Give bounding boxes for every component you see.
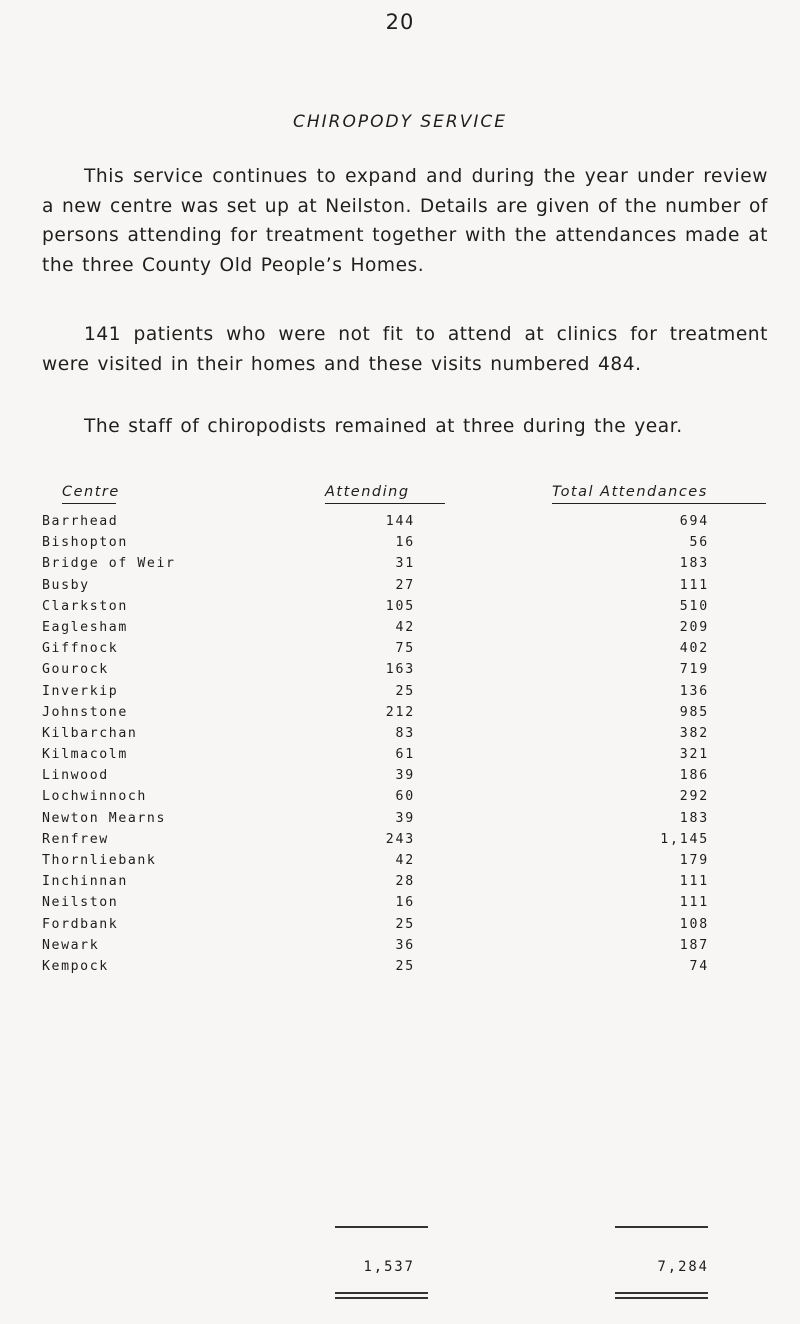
cell-centre: Barrhead xyxy=(42,514,119,529)
table-row xyxy=(0,917,800,938)
cell-total-attendances: 108 xyxy=(679,916,709,932)
cell-attending: 83 xyxy=(395,725,415,741)
cell-attending: 212 xyxy=(385,704,415,720)
cell-total-attendances: 183 xyxy=(679,810,709,826)
cell-centre: Thornliebank xyxy=(42,853,157,868)
table-row xyxy=(0,768,800,789)
cell-attending: 42 xyxy=(395,619,415,635)
cell-centre: Newark xyxy=(42,937,100,953)
table-row xyxy=(0,662,800,683)
sum-rule-attending xyxy=(335,1226,428,1228)
paragraph-home-visits xyxy=(42,320,768,379)
table-row xyxy=(0,959,800,980)
cell-attending: 36 xyxy=(395,937,415,953)
paragraph-intro-text: This service continues to expand and during the year under review a new centre was set up at Neilston. Details are given of the number of persons attending for treatment together with the attendances made at the three County Old People’s Homes. xyxy=(42,166,768,276)
cell-centre: Bridge of Weir xyxy=(42,556,176,572)
cell-total-attendances: 694 xyxy=(679,514,709,529)
cell-centre: Inchinnan xyxy=(42,874,128,890)
table-row xyxy=(0,874,800,895)
table-row xyxy=(0,811,800,832)
cell-total-attendances: 209 xyxy=(679,619,709,635)
paragraph-staff xyxy=(42,412,768,442)
column-header-attending: Attending xyxy=(325,484,410,500)
cell-centre: Johnstone xyxy=(42,704,128,720)
cell-centre: Eaglesham xyxy=(42,619,128,635)
table-row xyxy=(0,705,800,726)
cell-attending: 105 xyxy=(385,598,415,614)
cell-total-attendances: 56 xyxy=(689,535,709,551)
paragraph-intro xyxy=(42,162,768,280)
total-attending: 1,537 xyxy=(363,1259,415,1275)
table-row xyxy=(0,620,800,641)
page-title: CHIROPODY SERVICE xyxy=(293,112,507,132)
table-row xyxy=(0,938,800,959)
table-row xyxy=(0,832,800,853)
cell-total-attendances: 186 xyxy=(679,768,709,784)
cell-total-attendances: 187 xyxy=(679,937,709,953)
cell-total-attendances: 183 xyxy=(679,556,709,572)
cell-attending: 144 xyxy=(385,514,415,529)
cell-centre: Linwood xyxy=(42,768,109,784)
cell-centre: Renfrew xyxy=(42,831,109,847)
cell-attending: 42 xyxy=(395,853,415,868)
cell-centre: Kilbarchan xyxy=(42,725,138,741)
double-rule-total-1 xyxy=(615,1292,708,1294)
cell-attending: 163 xyxy=(385,662,415,678)
cell-total-attendances: 382 xyxy=(679,725,709,741)
cell-centre: Kempock xyxy=(42,958,109,974)
table-row xyxy=(0,535,800,556)
table-row xyxy=(0,747,800,768)
table-row xyxy=(0,578,800,599)
attendance-table xyxy=(0,514,800,980)
header-underline-attending xyxy=(325,503,445,504)
cell-centre: Clarkston xyxy=(42,598,128,614)
cell-total-attendances: 74 xyxy=(689,958,709,974)
cell-attending: 25 xyxy=(395,916,415,932)
cell-attending: 243 xyxy=(385,831,415,847)
cell-total-attendances: 111 xyxy=(679,895,709,911)
table-row xyxy=(0,789,800,810)
cell-attending: 39 xyxy=(395,810,415,826)
column-header-centre: Centre xyxy=(62,484,120,500)
cell-attending: 16 xyxy=(395,535,415,551)
cell-centre: Busby xyxy=(42,577,90,593)
cell-attending: 60 xyxy=(395,789,415,805)
sum-rule-total xyxy=(615,1226,708,1228)
total-attendances: 7,284 xyxy=(657,1259,709,1275)
cell-total-attendances: 111 xyxy=(679,874,709,890)
header-underline-total xyxy=(552,503,766,504)
cell-total-attendances: 136 xyxy=(679,683,709,699)
paragraph-staff-text: The staff of chiropodists remained at three during the year. xyxy=(84,416,683,437)
table-row xyxy=(0,684,800,705)
cell-attending: 25 xyxy=(395,958,415,974)
double-rule-total-2 xyxy=(615,1297,708,1299)
cell-total-attendances: 1,145 xyxy=(660,831,709,847)
cell-attending: 28 xyxy=(395,874,415,890)
cell-attending: 31 xyxy=(395,556,415,572)
cell-centre: Giffnock xyxy=(42,641,119,657)
cell-centre: Fordbank xyxy=(42,916,119,932)
table-row xyxy=(0,514,800,535)
cell-total-attendances: 292 xyxy=(679,789,709,805)
cell-attending: 61 xyxy=(395,747,415,763)
cell-total-attendances: 111 xyxy=(679,577,709,593)
paragraph-home-visits-text: 141 patients who were not fit to attend at clinics for treatment were visited in their homes and these visits numbered 484. xyxy=(42,324,768,375)
table-row xyxy=(0,556,800,577)
table-row xyxy=(0,641,800,662)
page-number: 20 xyxy=(385,10,415,34)
cell-centre: Bishopton xyxy=(42,535,128,551)
cell-total-attendances: 402 xyxy=(679,641,709,657)
cell-attending: 75 xyxy=(395,641,415,657)
double-rule-attending-1 xyxy=(335,1292,428,1294)
cell-total-attendances: 179 xyxy=(679,853,709,868)
cell-centre: Neilston xyxy=(42,895,119,911)
header-underline-centre xyxy=(62,503,116,504)
cell-centre: Inverkip xyxy=(42,683,119,699)
column-header-total-attendances: Total Attendances xyxy=(552,484,708,500)
cell-attending: 16 xyxy=(395,895,415,911)
table-row xyxy=(0,726,800,747)
cell-total-attendances: 321 xyxy=(679,747,709,763)
cell-total-attendances: 510 xyxy=(679,598,709,614)
double-rule-attending-2 xyxy=(335,1297,428,1299)
table-row xyxy=(0,599,800,620)
cell-total-attendances: 985 xyxy=(679,704,709,720)
cell-attending: 39 xyxy=(395,768,415,784)
cell-centre: Kilmacolm xyxy=(42,747,128,763)
table-row xyxy=(0,895,800,916)
table-row xyxy=(0,853,800,874)
cell-total-attendances: 719 xyxy=(679,662,709,678)
cell-attending: 25 xyxy=(395,683,415,699)
cell-centre: Newton Mearns xyxy=(42,810,167,826)
cell-attending: 27 xyxy=(395,577,415,593)
cell-centre: Gourock xyxy=(42,662,109,678)
cell-centre: Lochwinnoch xyxy=(42,789,147,805)
